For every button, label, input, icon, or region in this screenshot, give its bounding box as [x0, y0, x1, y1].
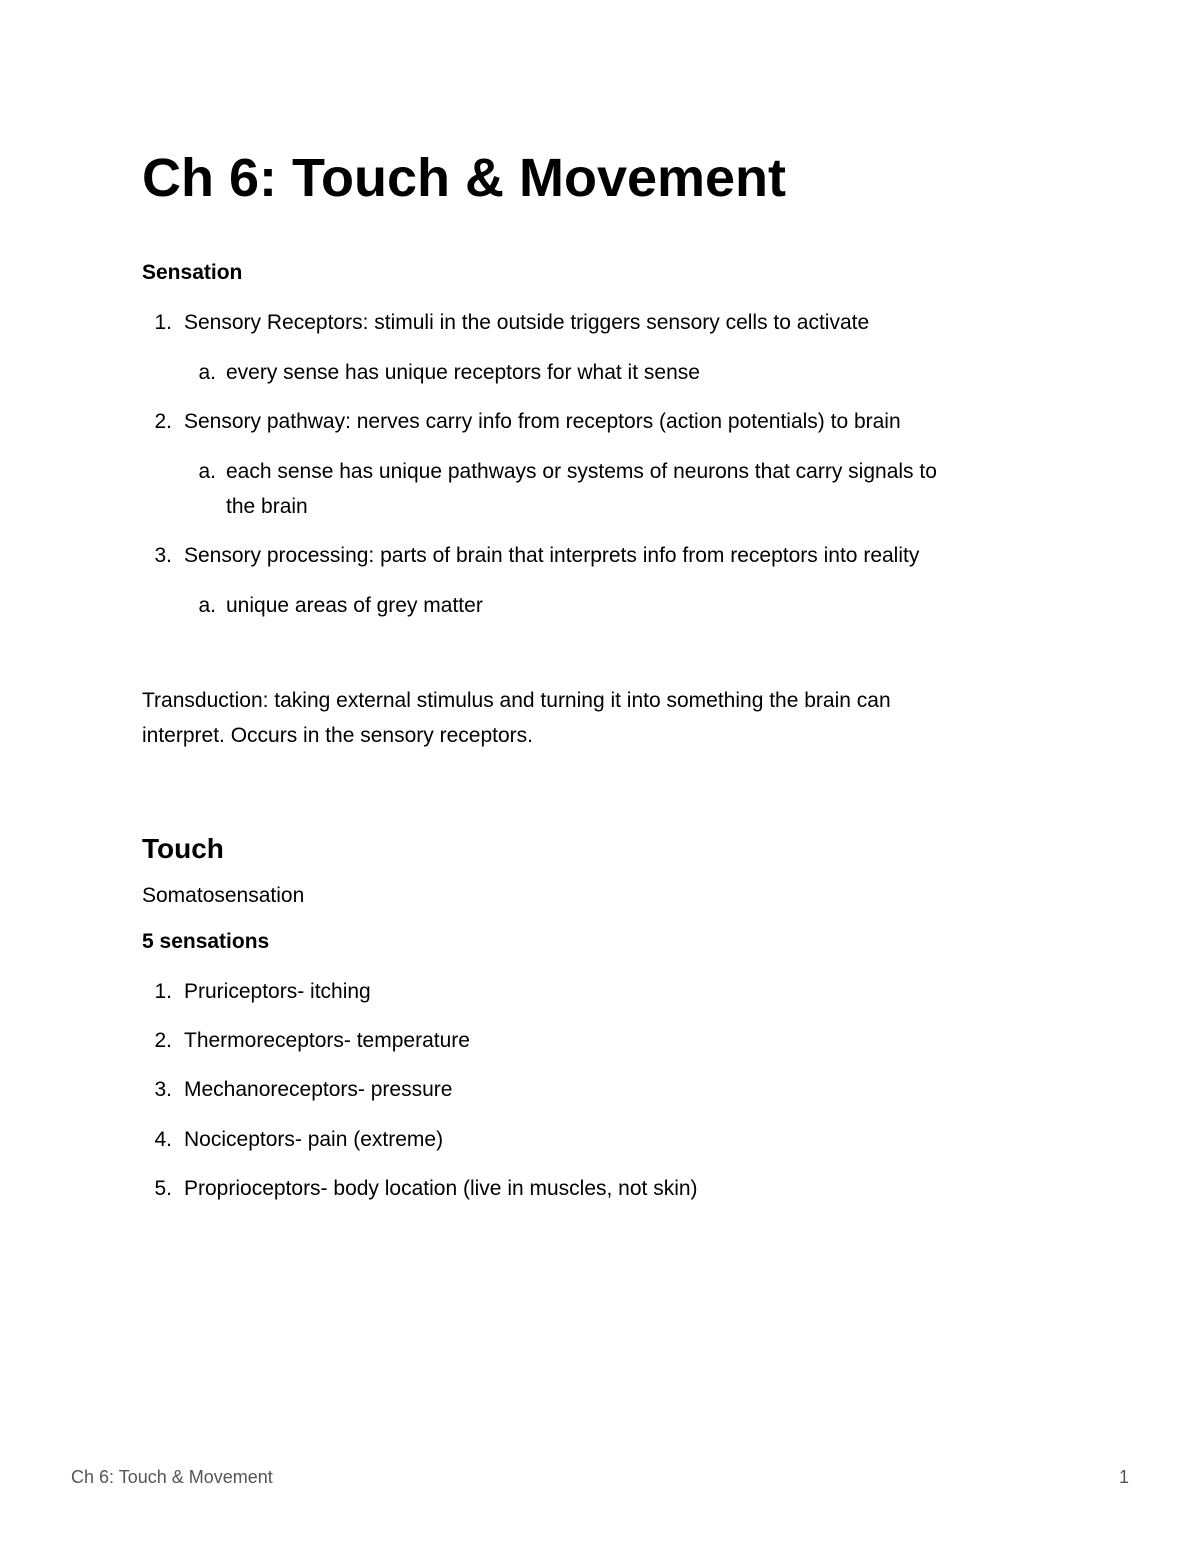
list-number: 1.	[154, 980, 172, 1003]
list-number: 3.	[154, 1078, 172, 1101]
list-number: 4.	[154, 1128, 172, 1151]
sub-list-item-text: unique areas of grey matter	[226, 594, 483, 617]
list-item-text: Thermoreceptors- temperature	[184, 1029, 470, 1052]
list-number: 2.	[154, 410, 172, 433]
page-number: 1	[1118, 1467, 1129, 1487]
touch-subtitle: Somatosensation	[142, 884, 305, 907]
list-item-text: Mechanoreceptors- pressure	[184, 1078, 453, 1101]
list-number: 2.	[154, 1029, 172, 1052]
list-item-text: Pruriceptors- itching	[184, 980, 371, 1003]
sub-list-item-text: each sense has unique pathways or systems of neurons that carry signals to	[226, 460, 937, 483]
sub-list-letter: a.	[198, 361, 216, 384]
list-item-text: Sensory Receptors: stimuli in the outside triggers sensory cells to activate	[184, 311, 870, 334]
list-item-text: Nociceptors- pain (extreme)	[184, 1128, 444, 1151]
list-number: 5.	[154, 1177, 172, 1200]
sub-list-letter: a.	[198, 460, 216, 483]
list-number: 1.	[154, 311, 172, 334]
paragraph-line: Transduction: taking external stimulus and turning it into something the brain can	[142, 689, 891, 712]
sub-list-item-text-continued: the brain	[226, 495, 308, 518]
list-item-text: Sensory processing: parts of brain that interprets info from receptors into reality	[184, 544, 920, 567]
footer-title: Ch 6: Touch & Movement	[71, 1467, 273, 1487]
sensations-list-heading: 5 sensations	[142, 930, 270, 953]
paragraph-line: interpret. Occurs in the sensory receptors.	[142, 724, 533, 747]
sub-list-letter: a.	[198, 594, 216, 617]
sub-list-item-text: every sense has unique receptors for what it sense	[226, 361, 700, 384]
list-item-text: Proprioceptors- body location (live in muscles, not skin)	[184, 1177, 698, 1200]
touch-heading: Touch	[142, 833, 224, 864]
list-item-text: Sensory pathway: nerves carry info from receptors (action potentials) to brain	[184, 410, 901, 433]
sensation-heading: Sensation	[142, 261, 243, 284]
page-title: Ch 6: Touch & Movement	[142, 148, 787, 208]
list-number: 3.	[154, 544, 172, 567]
